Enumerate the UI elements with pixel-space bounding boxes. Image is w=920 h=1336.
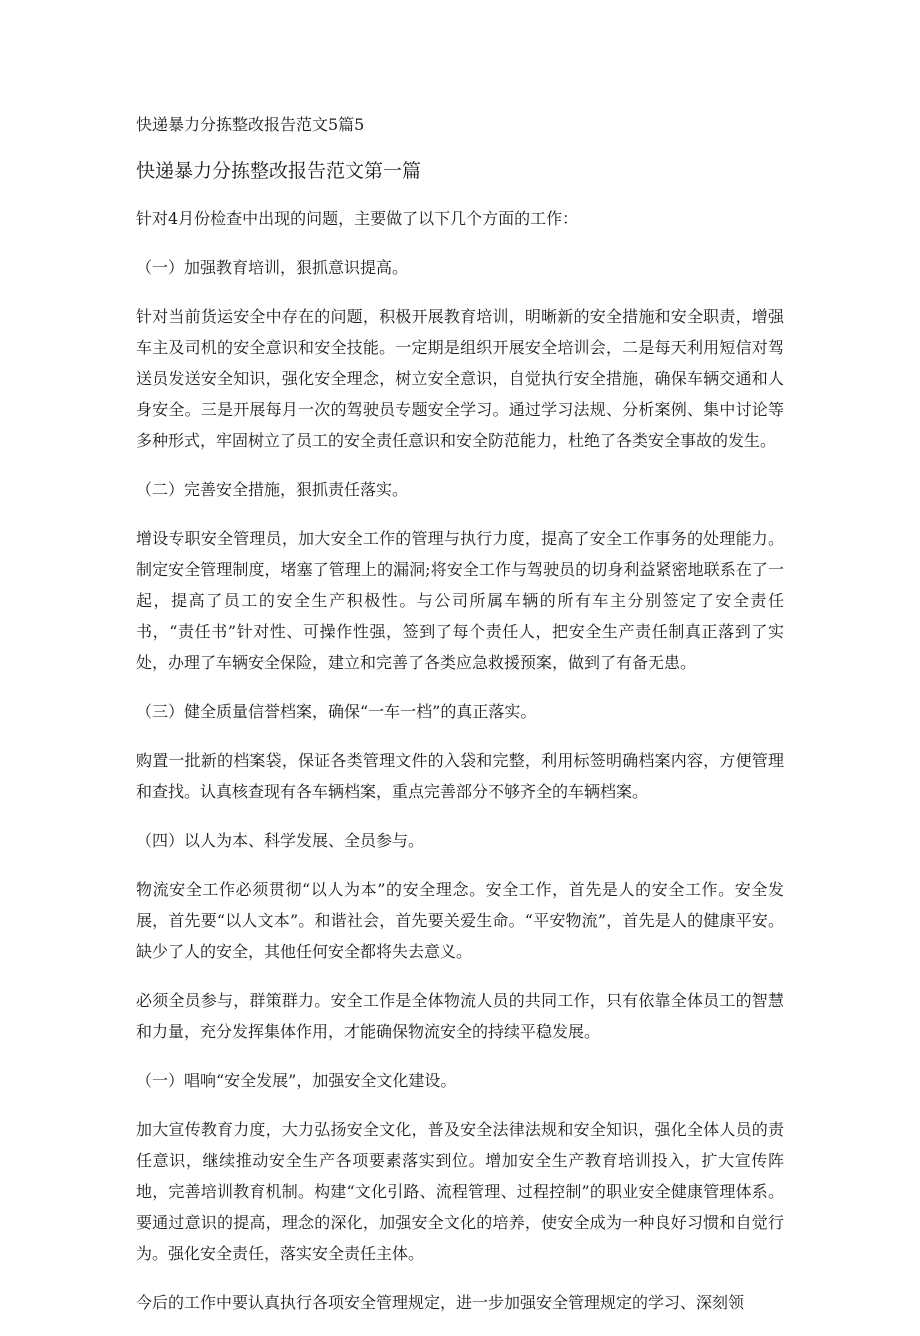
subheading-5: （一）唱响“安全发展”，加强安全文化建设。 <box>136 1071 457 1090</box>
paragraph-intro: 针对4月份检查中出现的问题，主要做了以下几个方面的工作： <box>136 209 579 228</box>
paragraph-measures: 增设专职安全管理员，加大安全工作的管理与执行力度，提高了安全工作事务的处理能力。制定安全管理制度，堵塞了管理上的漏洞;将安全工作与驾驶员的切身利益紧密地联系在了一起，提高了员工的安全生产积极性。与公司所属车辆的所有车主分别签定了安全责任书，“责任书”针对性、可操作性强，签到了每个责任人，把安全生产责任制真正落到了实处，办理了车辆安全保险，建立和完善了各类应急救援预案，做到了有备无患。 <box>136 529 784 672</box>
subheading-2: （二）完善安全措施，狠抓责任落实。 <box>136 480 409 499</box>
paragraph-participation: 必须全员参与，群策群力。安全工作是全体物流人员的共同工作，只有依靠全体员工的智慧和力量，充分发挥集体作用，才能确保物流安全的持续平稳发展。 <box>136 991 784 1041</box>
document-title: 快递暴力分拣整改报告范文5篇5 <box>136 115 365 134</box>
subheading-4: （四）以人为本、科学发展、全员参与。 <box>136 831 425 850</box>
subheading-1: （一）加强教育培训，狠抓意识提高。 <box>136 258 409 277</box>
section-heading: 快递暴力分拣整改报告范文第一篇 <box>136 160 422 182</box>
paragraph-culture: 加大宣传教育力度，大力弘扬安全文化，普及安全法律法规和安全知识，强化全体人员的责任意识，继续推动安全生产各项要素落实到位。增加安全生产教育培训投入，扩大宣传阵地，完善培训教育机制。构建“文化引路、流程管理、过程控制”的职业安全健康管理体系。要通过意识的提高，理念的深化，加强安全文化的培养，使安全成为一种良好习惯和自觉行为。强化安全责任，落实安全责任主体。 <box>136 1120 784 1263</box>
subheading-3: （三）健全质量信誉档案，确保“一车一档”的真正落实。 <box>136 702 537 721</box>
paragraph-future-work: 今后的工作中要认真执行各项安全管理规定，进一步加强安全管理规定的学习、深刻领 <box>136 1293 745 1312</box>
paragraph-training: 针对当前货运安全中存在的问题，积极开展教育培训，明晰新的安全措施和安全职责，增强车主及司机的安全意识和安全技能。一定期是组织开展安全培训会，二是每天利用短信对驾送员发送安全知识，强化安全理念，树立安全意识，自觉执行安全措施，确保车辆交通和人身安全。三是开展每月一次的驾驶员专题安全学习。通过学习法规、分析案例、集中讨论等多种形式，牢固树立了员工的安全责任意识和安全防范能力，杜绝了各类安全事故的发生。 <box>136 307 784 450</box>
paragraph-archives: 购置一批新的档案袋，保证各类管理文件的入袋和完整，利用标签明确档案内容，方便管理和查找。认真核查现有各车辆档案，重点完善部分不够齐全的车辆档案。 <box>136 751 784 801</box>
paragraph-people-first: 物流安全工作必须贯彻“以人为本”的安全理念。安全工作，首先是人的安全工作。安全发展，首先要“以人文本”。和谐社会，首先要关爱生命。“平安物流”，首先是人的健康平安。缺少了人的安全，其他任何安全都将失去意义。 <box>136 880 784 961</box>
document-body <box>136 203 784 1336</box>
